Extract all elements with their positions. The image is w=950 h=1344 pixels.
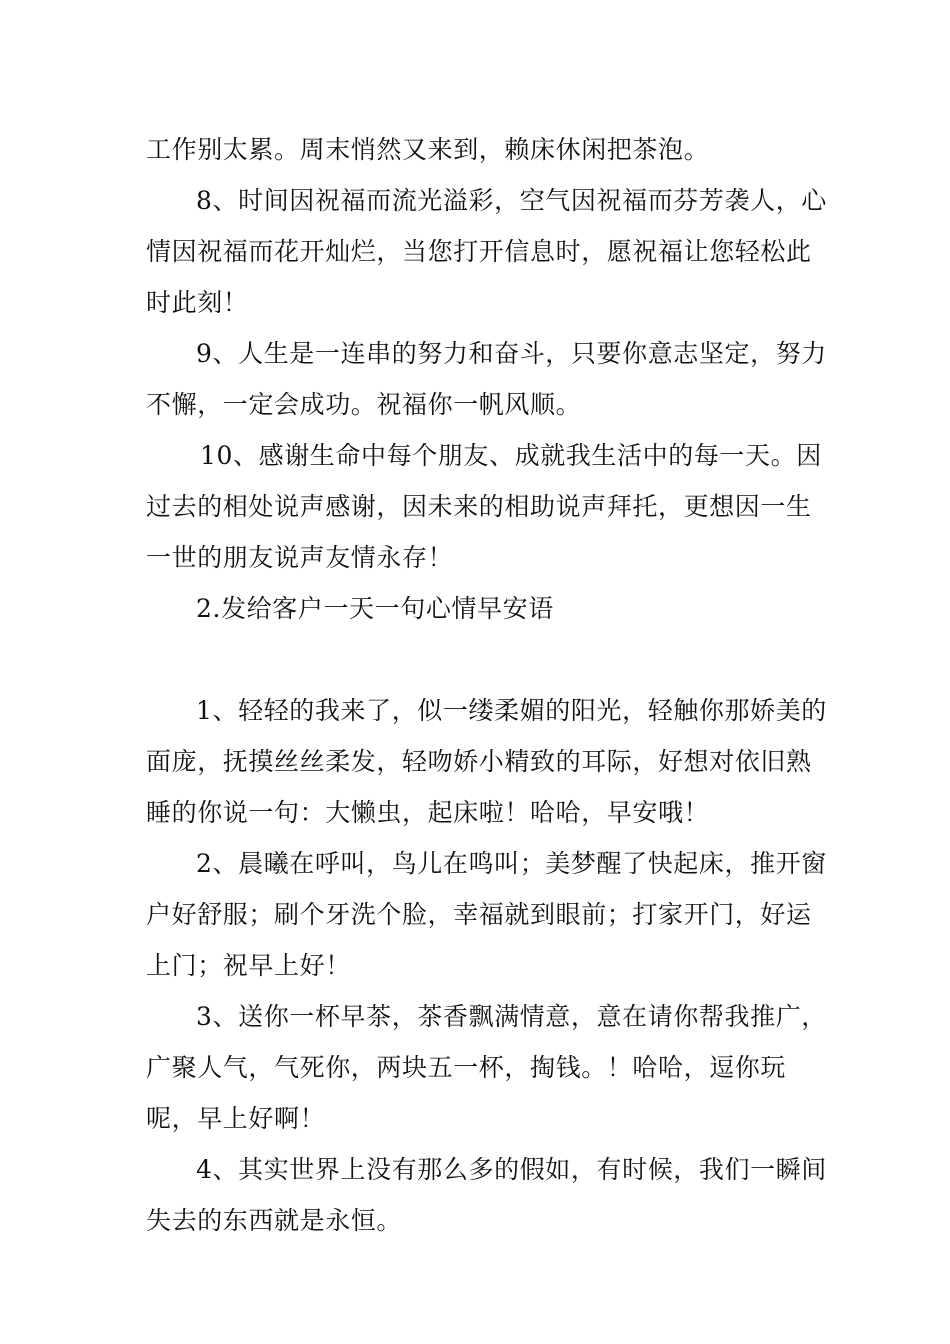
paragraph-item-10: 10、感谢生命中每个朋友、成就我生活中的每一天。因过去的相处说声感谢，因未来的相助说声拜托，更想因一生一世的朋友说声友情永存！ — [146, 441, 822, 572]
document-body — [146, 124, 836, 1246]
section-heading: 2.发给客户一天一句心情早安语 — [196, 594, 554, 623]
paragraph-continuation: 工作别太累。周末悄然又来到，赖床休闲把茶泡。 — [146, 135, 710, 164]
paragraph-item-1: 1、轻轻的我来了，似一缕柔媚的阳光，轻触你那娇美的面庞，抚摸丝丝柔发，轻吻娇小精致的耳际，好想对依旧熟睡的你说一句：大懒虫，起床啦！哈哈，早安哦！ — [146, 696, 827, 827]
paragraph-item-4: 4、其实世界上没有那么多的假如，有时候，我们一瞬间失去的东西就是永恒。 — [146, 1155, 827, 1235]
paragraph-item-3: 3、送你一杯早茶，茶香飘满情意，意在请你帮我推广，广聚人气，气死你，两块五一杯，掏钱。！哈哈，逗你玩呢，早上好啊！ — [146, 1002, 827, 1133]
paragraph-item-9: 9、人生是一连串的努力和奋斗，只要你意志坚定，努力不懈，一定会成功。祝福你一帆风顺。 — [146, 339, 827, 419]
paragraph-item-8: 8、时间因祝福而流光溢彩，空气因祝福而芬芳袭人，心情因祝福而花开灿烂，当您打开信息时，愿祝福让您轻松此时此刻！ — [146, 186, 827, 317]
blank-line — [146, 634, 836, 685]
paragraph-item-2: 2、晨曦在呼叫，鸟儿在鸣叫；美梦醒了快起床，推开窗户好舒服；刷个牙洗个脸，幸福就到眼前；打家开门，好运上门；祝早上好！ — [146, 849, 827, 980]
